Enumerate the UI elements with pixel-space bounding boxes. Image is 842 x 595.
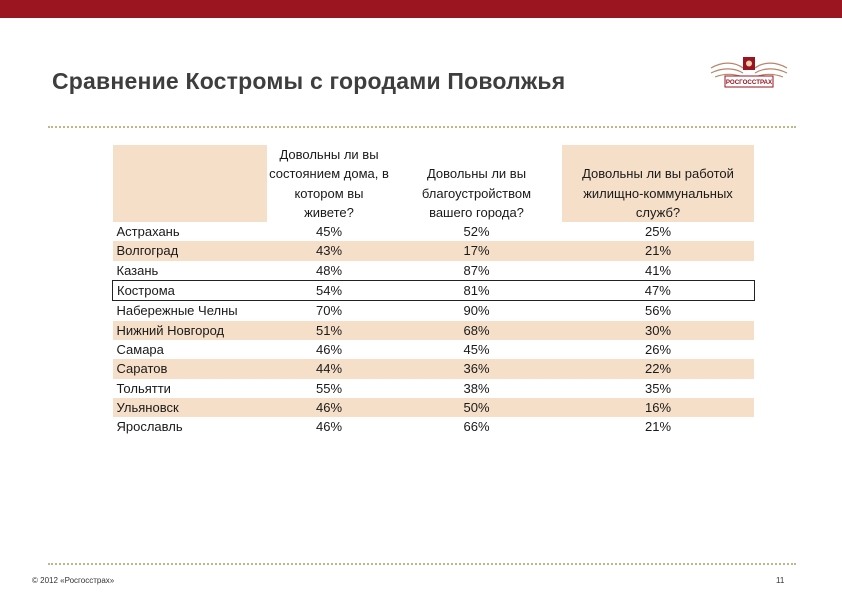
value-cell: 43% bbox=[267, 241, 391, 260]
table-row bbox=[113, 321, 755, 340]
table-row bbox=[113, 222, 755, 241]
table-row bbox=[113, 417, 755, 436]
value-cell: 47% bbox=[562, 281, 754, 301]
column-header-house: Довольны ли вы состоянием дома, в котором вы живете? bbox=[267, 145, 391, 222]
value-cell: 25% bbox=[644, 224, 672, 240]
value-cell: 44% bbox=[267, 359, 391, 378]
column-header-city-improvement: Довольны ли вы благоустройством вашего города? bbox=[391, 145, 562, 222]
value-cell: 46% bbox=[315, 341, 343, 357]
comparison-table bbox=[112, 145, 755, 436]
city-cell: Набережные Челны bbox=[116, 303, 238, 319]
city-cell: Нижний Новгород bbox=[113, 321, 268, 340]
page-number: 11 bbox=[776, 576, 785, 585]
value-cell: 48% bbox=[315, 262, 343, 278]
value-cell: 66% bbox=[463, 419, 490, 435]
value-cell: 41% bbox=[644, 262, 672, 278]
value-cell: 22% bbox=[562, 359, 754, 378]
logo-text: РОСГОССТРАХ bbox=[725, 79, 773, 87]
divider-bottom bbox=[48, 563, 796, 565]
value-cell: 90% bbox=[463, 303, 490, 319]
top-brand-bar bbox=[0, 0, 842, 18]
table-row bbox=[113, 379, 755, 398]
value-cell: 35% bbox=[644, 380, 672, 396]
value-cell: 36% bbox=[391, 359, 562, 378]
value-cell: 17% bbox=[391, 241, 562, 260]
city-cell: Саратов bbox=[113, 359, 268, 378]
value-cell: 50% bbox=[391, 398, 562, 417]
value-cell: 45% bbox=[315, 224, 343, 240]
value-cell: 21% bbox=[562, 241, 754, 260]
table-row bbox=[113, 261, 755, 281]
city-cell: Ярославль bbox=[116, 419, 183, 435]
table-row bbox=[113, 398, 755, 417]
value-cell: 54% bbox=[267, 281, 391, 301]
city-cell: Тольятти bbox=[116, 380, 171, 396]
value-cell: 45% bbox=[463, 341, 490, 357]
column-header-city bbox=[113, 145, 268, 222]
value-cell: 46% bbox=[315, 419, 343, 435]
value-cell: 38% bbox=[463, 380, 490, 396]
value-cell: 51% bbox=[267, 321, 391, 340]
value-cell: 46% bbox=[267, 398, 391, 417]
city-cell: Ульяновск bbox=[113, 398, 268, 417]
city-cell: Волгоград bbox=[113, 241, 268, 260]
value-cell: 55% bbox=[315, 380, 343, 396]
city-cell: Астрахань bbox=[116, 224, 180, 240]
city-cell: Самара bbox=[116, 341, 164, 357]
table-row bbox=[113, 301, 755, 321]
value-cell: 70% bbox=[315, 303, 343, 319]
city-cell: Кострома bbox=[113, 281, 268, 301]
value-cell: 30% bbox=[562, 321, 754, 340]
value-cell: 56% bbox=[644, 303, 672, 319]
table-row bbox=[113, 241, 755, 260]
value-cell: 81% bbox=[391, 281, 562, 301]
page-title: Сравнение Костромы с городами Поволжья bbox=[52, 68, 566, 94]
table-row bbox=[113, 340, 755, 359]
value-cell: 21% bbox=[644, 419, 672, 435]
city-cell: Казань bbox=[116, 262, 159, 278]
divider-top bbox=[48, 126, 796, 128]
table-header-row bbox=[113, 145, 755, 222]
table-row bbox=[113, 359, 755, 378]
rosgosstrakh-logo bbox=[707, 52, 791, 92]
value-cell: 87% bbox=[463, 262, 490, 278]
column-header-utilities: Довольны ли вы работой жилищно-коммунальных служб? bbox=[562, 145, 754, 222]
value-cell: 16% bbox=[562, 398, 754, 417]
copyright-text: © 2012 «Росгосстрах» bbox=[32, 576, 115, 585]
value-cell: 52% bbox=[463, 224, 490, 240]
value-cell: 68% bbox=[391, 321, 562, 340]
table-row-highlighted bbox=[113, 281, 755, 301]
value-cell: 26% bbox=[644, 341, 672, 357]
